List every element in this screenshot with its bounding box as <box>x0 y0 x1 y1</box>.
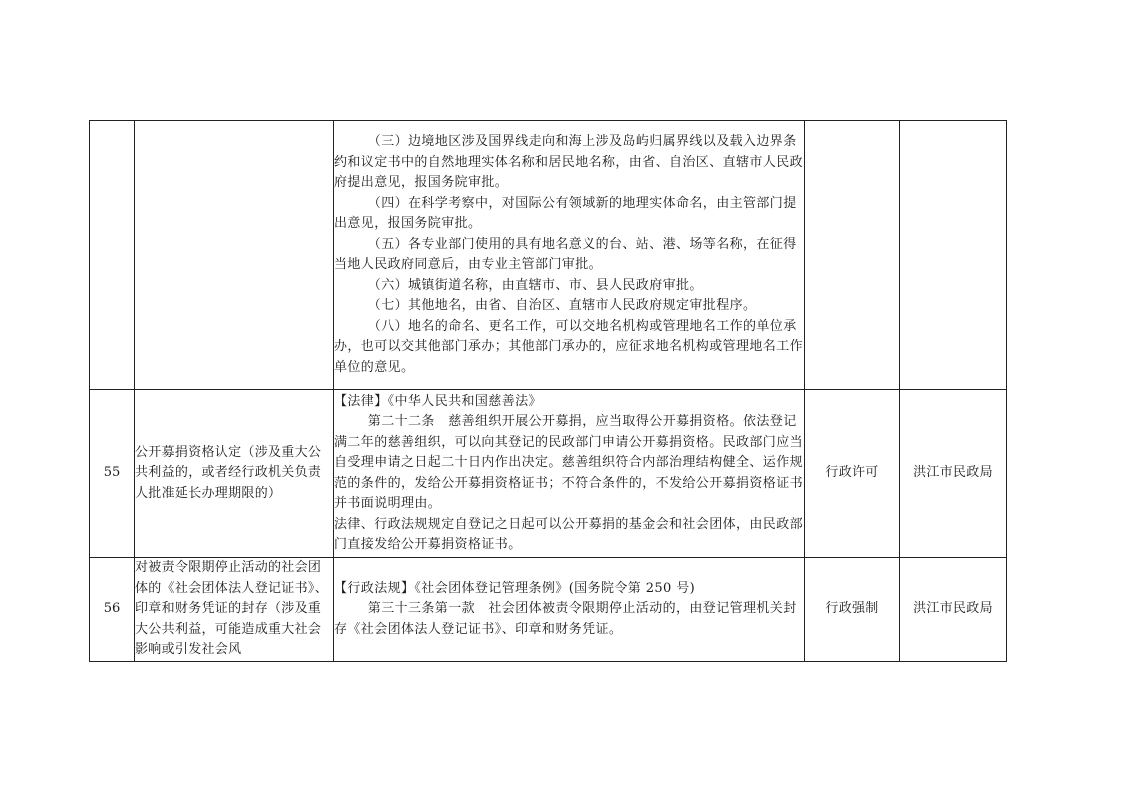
responsible-department: 洪江市民政局 <box>900 558 1007 662</box>
responsible-department: 洪江市民政局 <box>900 390 1007 558</box>
basis-paragraph: （四）在科学考察中，对国际公有领域新的地理实体命名，由主管部门提出意见，报国务院审批。 <box>334 195 797 231</box>
responsible-department <box>900 121 1007 390</box>
basis-paragraph: 第二十二条 慈善组织开展公开募捐，应当取得公开募捐资格。依法登记满二年的慈善组织，可以向其登记的民政部门申请公开募捐资格。民政部门应当自受理申请之日起二十日内作出决定。慈善组织符合内部治理结构健全、运作规范的条件的，发给公开募捐资格证书；不符合条件的，不发给公开募捐资格证书并书面说明理由。 <box>334 414 804 511</box>
row-number: 56 <box>90 558 135 662</box>
authority-category <box>805 121 900 390</box>
table-row <box>90 121 1007 390</box>
basis-law-title: 【法律】《中华人民共和国慈善法》 <box>334 393 542 409</box>
basis-paragraph: 第三十三条第一款 社会团体被责令限期停止活动的，由登记管理机关封存《社会团体法人登记证书》、印章和财务凭证。 <box>334 601 797 637</box>
basis-paragraph: （五）各专业部门使用的具有地名意义的台、站、港、场等名称，在征得当地人民政府同意后，由专业主管部门审批。 <box>334 236 797 272</box>
legal-basis-cell <box>334 121 805 390</box>
authority-category: 行政许可 <box>805 390 900 558</box>
authority-category: 行政强制 <box>805 558 900 662</box>
legal-basis-cell <box>334 390 805 558</box>
basis-paragraph: （六）城镇街道名称，由直辖市、市、县人民政府审批。 <box>367 277 703 293</box>
item-name: 公开募捐资格认定（涉及重大公共利益的，或者经行政机关负责人批准延长办理期限的） <box>135 390 334 558</box>
row-number: 55 <box>90 390 135 558</box>
item-name-cell <box>135 558 334 662</box>
basis-paragraph: （三）边境地区涉及国界线走向和海上涉及岛屿归属界线以及载入边界条约和议定书中的自然地理实体名称和居民地名称，由省、自治区、直辖市人民政府提出意见，报国务院审批。 <box>334 134 804 190</box>
basis-paragraph: （七）其他地名，由省、自治区、直辖市人民政府规定审批程序。 <box>367 298 757 313</box>
row-number <box>90 121 135 390</box>
authority-list-table <box>89 120 1007 662</box>
table-row <box>90 390 1007 558</box>
basis-law-title: 【行政法规】《社会团体登记管理条例》(国务院令第 250 号) <box>334 580 696 596</box>
item-name-clip <box>135 558 333 661</box>
item-name: 对被责令限期停止活动的社会团体的《社会团体法人登记证书》、印章和财务凭证的封存（涉及重大公共利益，可能造成重大社会影响或引发社会风 <box>135 560 329 658</box>
item-name <box>135 121 334 390</box>
legal-basis-cell <box>334 558 805 662</box>
table-row <box>90 558 1007 662</box>
basis-paragraph: 法律、行政法规规定自登记之日起可以公开募捐的基金会和社会团体，由民政部门直接发给公开募捐资格证书。 <box>334 516 804 552</box>
basis-paragraph: （八）地名的命名、更名工作，可以交地名机构或管理地名工作的单位承办，也可以交其他部门承办；其他部门承办的，应征求地名机构或管理地名工作单位的意见。 <box>334 318 804 375</box>
